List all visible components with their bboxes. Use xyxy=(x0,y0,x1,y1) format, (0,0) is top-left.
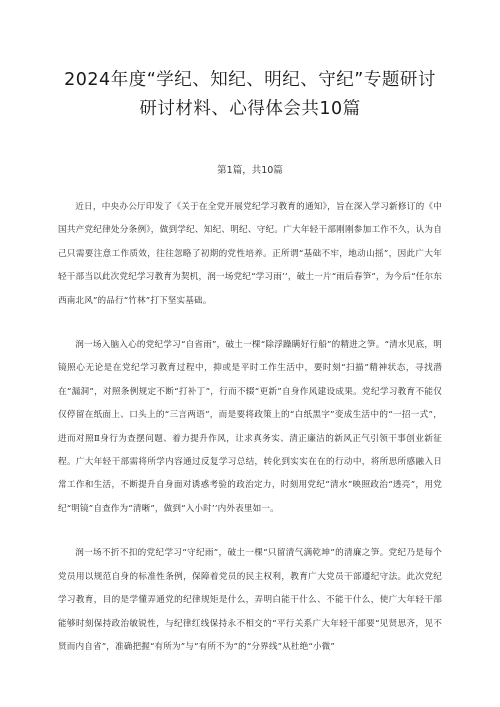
paragraph-2: 润一场入脑入心的党纪学习“自省雨”，破土一棵“除浮躁瞒好行船”的精进之笋。“清水见底，明镜照心无论是在党纪学习教育过程中，抑或是平时工作生活中，要时刻“扫描”精神状态，寻找潜在“漏洞”，对照条例规定不断“打补丁”，行而不辍“更新”自身作风建设成果。党纪学习教育不能仅仅停留在纸面上、口头上的“三言两语”，而是要将政策上的“白纸黑字”变成生活中的“一招一式”，进而对照Ⅱ身行为查摆问题、着力提升作风，让求真务实、清正廉洁的新风正气引领干事创业新征程。广大年轻干部需将所学内容通过反复学习总结，转化到实实在在的行动中，将所思所感融入日常工作和生活，不断提升自身面对诱惑考验的政治定力，时刻用党纪“清水”映照政治“透亮”，用党纪“明镜”自查作为“清晰”，做到“入小时’’内外表里如一。 xyxy=(58,340,442,514)
section-subhead: 第1篇，共10篇 xyxy=(217,165,283,176)
paragraph-1: 近日，中央办公厅印发了《关于在全党开展党纪学习教育的通知》，旨在深入学习新修订的《中国共产党纪律处分条例》，做到学纪、知纪、明纪、守纪。广大年轻干部刚刚参加工作不久，认为自己只需要注意工作质效，往往忽略了初期的党性培养。正所谓“基础不牢，地动山摇”，因此广大年轻干部当以此次党纪学习教育为契机，润一场党纪“学习雨’’，破土一片“雨后春笋”，为今后“任尔东西南北风”的品行“竹林”打下坚实基础。 xyxy=(58,202,442,306)
paragraph-3: 润一场不折不扣的党纪学习“守纪雨”，破土一棵“只留清气满乾坤”的清廉之笋。党纪乃是每个党员用以规范自身的标准性条例，保障着党员的民主权利，教育广大党员干部遵纪守法。此次党纪学习教育，目的是学懂弄通党的纪律规矩是什么，弄明白能干什么、不能干什么，使广大年轻干部能够时刻保持政治敏锐性，与纪律红线保持永不相交的“平行关系广大年轻干部要“见贤思齐，见不贤而内自省”，准确把握“有所为”与“有所不为”的“分界线”从杜绝“小微” xyxy=(58,548,442,652)
document-body xyxy=(58,196,442,659)
document-title: 2024年度“学纪、知纪、明纪、守纪”专题研讨研讨材料、心得体会共10篇 xyxy=(64,70,436,119)
